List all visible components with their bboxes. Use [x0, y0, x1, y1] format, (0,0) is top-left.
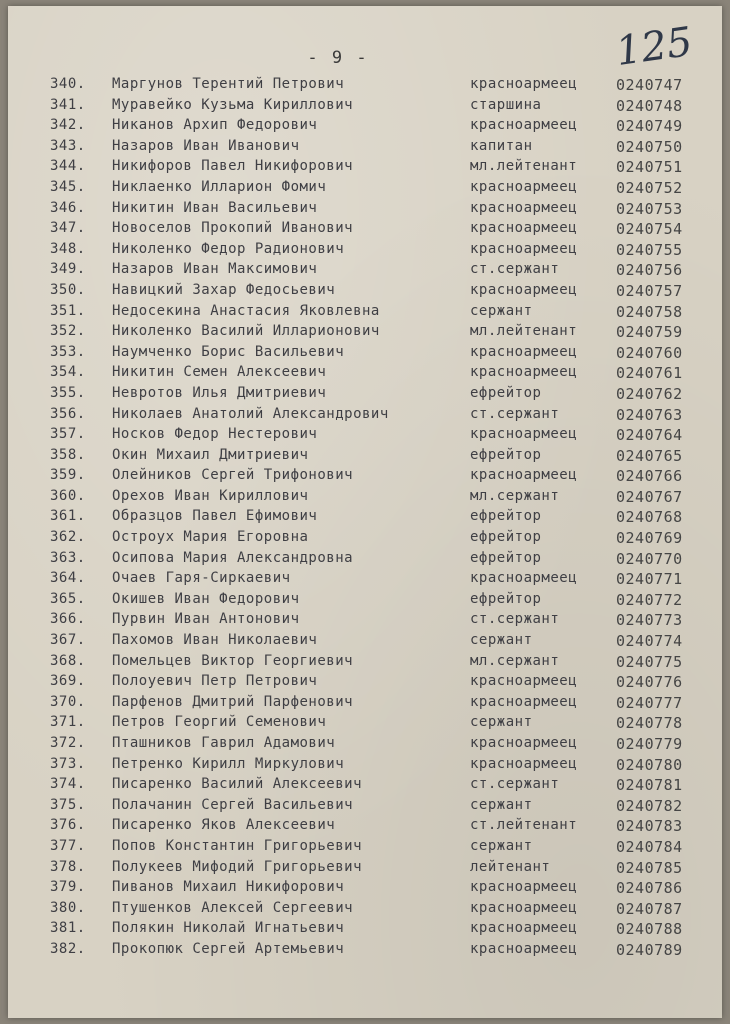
entry-name: Прокопюк Сергей Артемьевич	[112, 940, 345, 957]
list-item	[8, 97, 722, 118]
entry-number: 367.	[50, 632, 86, 649]
entry-number: 381.	[50, 920, 86, 937]
entry-rank: красноармеец	[470, 240, 578, 257]
entry-code: 0240779	[616, 735, 683, 753]
entry-rank: красноармеец	[470, 343, 578, 360]
entry-number: 365.	[50, 590, 86, 607]
entry-code: 0240765	[616, 446, 683, 465]
list-item	[8, 138, 722, 159]
entry-name: Олейников Сергей Трифонович	[112, 467, 354, 484]
list-item	[8, 117, 722, 138]
entry-number: 373.	[50, 755, 86, 772]
entry-code: 0240750	[616, 137, 683, 156]
entry-name: Назаров Иван Иванович	[112, 137, 300, 154]
handwritten-sheet-number: 125	[613, 18, 696, 76]
entry-code: 0240775	[616, 652, 683, 671]
list-item	[8, 735, 722, 756]
entry-name: Птушенков Алексей Сергеевич	[112, 899, 354, 916]
entry-rank: красноармеец	[470, 426, 578, 443]
list-item	[8, 941, 722, 962]
entry-rank: сержант	[470, 796, 533, 813]
entry-number: 350.	[50, 281, 86, 298]
entry-number: 369.	[50, 673, 86, 690]
entry-number: 349.	[50, 261, 86, 278]
entry-name: Новоселов Прокопий Иванович	[112, 220, 354, 237]
entry-rank: мл.сержант	[470, 652, 560, 669]
entry-number: 353.	[50, 343, 86, 360]
entry-number: 370.	[50, 693, 86, 710]
entry-number: 376.	[50, 817, 86, 834]
entry-code: 0240764	[616, 426, 683, 445]
entry-name: Назаров Иван Максимович	[112, 261, 318, 278]
entry-number: 371.	[50, 714, 86, 731]
entry-number: 382.	[50, 940, 86, 957]
entry-name: Никифоров Павел Никифорович	[112, 158, 354, 175]
entry-rank: красноармеец	[470, 673, 578, 690]
entry-name: Образцов Павел Ефимович	[112, 508, 318, 525]
list-item	[8, 241, 722, 262]
entry-name: Полякин Николай Игнатьевич	[112, 920, 345, 937]
entry-number: 374.	[50, 776, 86, 793]
entry-rank: мл.лейтенант	[470, 323, 578, 340]
entry-code: 0240769	[616, 529, 683, 548]
list-item	[8, 653, 722, 674]
entry-number: 344.	[50, 158, 86, 175]
entry-name: Носков Федор Нестерович	[112, 426, 318, 443]
entry-rank: ст.лейтенант	[470, 817, 578, 834]
entry-code: 0240788	[616, 920, 683, 939]
list-item	[8, 529, 722, 550]
entry-name: Окин Михаил Дмитриевич	[112, 446, 309, 463]
list-item	[8, 488, 722, 509]
entry-rank: красноармеец	[470, 879, 578, 896]
entry-rank: красноармеец	[470, 220, 578, 237]
list-item	[8, 158, 722, 179]
entry-code: 0240758	[616, 302, 683, 321]
entry-code: 0240768	[616, 508, 683, 527]
entry-name: Окишев Иван Федорович	[112, 590, 300, 607]
entry-name: Никанов Архип Федорович	[112, 117, 318, 134]
entry-code: 0240762	[616, 384, 683, 403]
entry-code: 0240780	[616, 755, 683, 774]
entry-number: 352.	[50, 323, 86, 340]
list-item	[8, 817, 722, 838]
entry-number: 340.	[50, 76, 86, 92]
entry-code: 0240776	[616, 673, 683, 692]
entry-name: Полачанин Сергей Васильевич	[112, 796, 354, 813]
entry-rank: красноармеец	[470, 364, 578, 381]
entry-rank: красноармеец	[470, 570, 578, 587]
entry-rank: ст.сержант	[470, 261, 560, 278]
entry-number: 347.	[50, 220, 86, 237]
entry-code: 0240786	[616, 879, 683, 898]
list-item	[8, 900, 722, 921]
entry-name: Навицкий Захар Федосьевич	[112, 281, 336, 298]
entry-rank: сержант	[470, 837, 533, 854]
entry-rank: сержант	[470, 714, 533, 731]
entry-number: 351.	[50, 302, 86, 319]
entry-code: 0240773	[616, 611, 683, 630]
entry-code: 0240755	[616, 240, 683, 259]
entry-name: Писаренко Василий Алексеевич	[112, 776, 363, 793]
entry-rank: красноармеец	[470, 899, 578, 916]
list-item	[8, 364, 722, 385]
entry-number: 377.	[50, 837, 86, 854]
entry-number: 345.	[50, 178, 86, 195]
entry-code: 0240770	[616, 549, 683, 568]
list-item	[8, 694, 722, 715]
entry-name: Петров Георгий Семенович	[112, 714, 327, 731]
entry-code: 0240748	[616, 96, 683, 115]
entry-rank: красноармеец	[470, 117, 578, 134]
entry-code: 0240747	[616, 76, 683, 94]
entry-rank: ст.сержант	[470, 405, 560, 422]
entry-code: 0240772	[616, 590, 683, 609]
list-item	[8, 447, 722, 468]
entry-rank: красноармеец	[470, 940, 578, 957]
list-item	[8, 344, 722, 365]
entry-name: Никитин Семен Алексеевич	[112, 364, 327, 381]
entry-number: 364.	[50, 570, 86, 587]
entry-rank: ст.сержант	[470, 776, 560, 793]
entry-code: 0240784	[616, 837, 683, 856]
entry-code: 0240781	[616, 776, 683, 795]
entry-number: 346.	[50, 199, 86, 216]
entry-number: 380.	[50, 899, 86, 916]
entry-code: 0240789	[616, 940, 683, 959]
entry-name: Парфенов Дмитрий Парфенович	[112, 693, 354, 710]
list-item	[8, 632, 722, 653]
list-item	[8, 426, 722, 447]
entry-code: 0240778	[616, 714, 683, 733]
entry-name: Очаев Гаря-Сиркаевич	[112, 570, 291, 587]
entry-number: 360.	[50, 487, 86, 504]
entry-rank: красноармеец	[470, 199, 578, 216]
entry-rank: ефрейтор	[470, 384, 542, 401]
entry-number: 361.	[50, 508, 86, 525]
entry-code: 0240785	[616, 858, 683, 877]
entry-name: Никлаенко Илларион Фомич	[112, 178, 327, 195]
entry-name: Помельцев Виктор Георгиевич	[112, 652, 354, 669]
list-item	[8, 282, 722, 303]
entry-code: 0240782	[616, 796, 683, 815]
entry-name: Писаренко Яков Алексеевич	[112, 817, 336, 834]
entry-name: Маргунов Терентий Петрович	[112, 76, 345, 92]
entry-name: Николенко Василий Илларионович	[112, 323, 380, 340]
entry-rank: ст.сержант	[470, 611, 560, 628]
list-item	[8, 611, 722, 632]
entry-name: Петренко Кирилл Миркулович	[112, 755, 345, 772]
list-item	[8, 797, 722, 818]
entry-rank: красноармеец	[470, 735, 578, 751]
list-item	[8, 756, 722, 777]
entry-name: Николаев Анатолий Александрович	[112, 405, 389, 422]
list-item	[8, 714, 722, 735]
entry-name: Пурвин Иван Антонович	[112, 611, 300, 628]
entry-rank: красноармеец	[470, 76, 578, 92]
list-item	[8, 200, 722, 221]
entry-rank: ефрейтор	[470, 446, 542, 463]
entry-code: 0240771	[616, 570, 683, 589]
entry-code: 0240759	[616, 323, 683, 342]
entry-rank: красноармеец	[470, 178, 578, 195]
entry-code: 0240787	[616, 899, 683, 918]
list-item	[8, 385, 722, 406]
list-item	[8, 570, 722, 591]
entry-number: 358.	[50, 446, 86, 463]
entry-rank: капитан	[470, 137, 533, 154]
entry-code: 0240756	[616, 261, 683, 280]
list-item	[8, 261, 722, 282]
entry-rank: ефрейтор	[470, 590, 542, 607]
list-item	[8, 467, 722, 488]
entry-name: Никитин Иван Васильевич	[112, 199, 318, 216]
entry-number: 342.	[50, 117, 86, 134]
entry-number: 359.	[50, 467, 86, 484]
entry-name: Невротов Илья Дмитриевич	[112, 384, 327, 401]
entry-rank: ефрейтор	[470, 508, 542, 525]
entry-number: 355.	[50, 384, 86, 401]
entry-number: 343.	[50, 137, 86, 154]
entry-code: 0240749	[616, 117, 683, 136]
entry-rank: ефрейтор	[470, 529, 542, 546]
entry-code: 0240763	[616, 405, 683, 424]
entry-code: 0240774	[616, 632, 683, 651]
entry-name: Недосекина Анастасия Яковлевна	[112, 302, 380, 319]
list-item	[8, 406, 722, 427]
list-item	[8, 879, 722, 900]
entry-name: Наумченко Борис Васильевич	[112, 343, 345, 360]
entry-code: 0240777	[616, 693, 683, 712]
entry-code: 0240766	[616, 467, 683, 486]
entry-code: 0240783	[616, 817, 683, 836]
list-item	[8, 323, 722, 344]
entry-number: 378.	[50, 858, 86, 875]
entry-rank: красноармеец	[470, 920, 578, 937]
list-item	[8, 776, 722, 797]
list-item	[8, 508, 722, 529]
entry-name: Полоуевич Петр Петрович	[112, 673, 318, 690]
entry-name: Попов Константин Григорьевич	[112, 837, 363, 854]
list-item	[8, 220, 722, 241]
list-item	[8, 179, 722, 200]
list-item	[8, 673, 722, 694]
entry-name: Полукеев Мифодий Григорьевич	[112, 858, 363, 875]
entry-number: 366.	[50, 611, 86, 628]
list-item	[8, 591, 722, 612]
entry-name: Орехов Иван Кириллович	[112, 487, 309, 504]
entry-code: 0240751	[616, 158, 683, 177]
document-page	[8, 6, 722, 1018]
list-item	[8, 838, 722, 859]
entry-rank: красноармеец	[470, 281, 578, 298]
entry-name: Остроух Мария Егоровна	[112, 529, 309, 546]
entry-rank: сержант	[470, 302, 533, 319]
entry-number: 354.	[50, 364, 86, 381]
entry-code: 0240767	[616, 487, 683, 506]
personnel-list	[8, 76, 722, 962]
entry-rank: красноармеец	[470, 755, 578, 772]
entry-name: Пиванов Михаил Никифорович	[112, 879, 345, 896]
entry-rank: мл.лейтенант	[470, 158, 578, 175]
entry-number: 348.	[50, 240, 86, 257]
entry-number: 363.	[50, 549, 86, 566]
entry-rank: красноармеец	[470, 693, 578, 710]
list-item	[8, 550, 722, 571]
entry-number: 375.	[50, 796, 86, 813]
entry-number: 341.	[50, 96, 86, 113]
list-item	[8, 76, 722, 97]
entry-number: 368.	[50, 652, 86, 669]
entry-code: 0240753	[616, 199, 683, 218]
entry-name: Муравейко Кузьма Кириллович	[112, 96, 354, 113]
page-number: - 9 -	[307, 48, 369, 68]
entry-code: 0240754	[616, 220, 683, 239]
entry-name: Пташников Гаврил Адамович	[112, 735, 336, 751]
entry-rank: ефрейтор	[470, 549, 542, 566]
entry-code: 0240761	[616, 364, 683, 383]
entry-rank: мл.сержант	[470, 487, 560, 504]
entry-code: 0240752	[616, 178, 683, 197]
entry-number: 379.	[50, 879, 86, 896]
entry-code: 0240757	[616, 281, 683, 300]
list-item	[8, 859, 722, 880]
entry-rank: старшина	[470, 96, 542, 113]
entry-rank: красноармеец	[470, 467, 578, 484]
entry-name: Пахомов Иван Николаевич	[112, 632, 318, 649]
entry-rank: сержант	[470, 632, 533, 649]
entry-number: 357.	[50, 426, 86, 443]
entry-rank: лейтенант	[470, 858, 551, 875]
entry-number: 362.	[50, 529, 86, 546]
entry-name: Николенко Федор Радионович	[112, 240, 345, 257]
list-item	[8, 920, 722, 941]
list-item	[8, 303, 722, 324]
entry-name: Осипова Мария Александровна	[112, 549, 354, 566]
entry-number: 356.	[50, 405, 86, 422]
entry-number: 372.	[50, 735, 86, 751]
entry-code: 0240760	[616, 343, 683, 362]
